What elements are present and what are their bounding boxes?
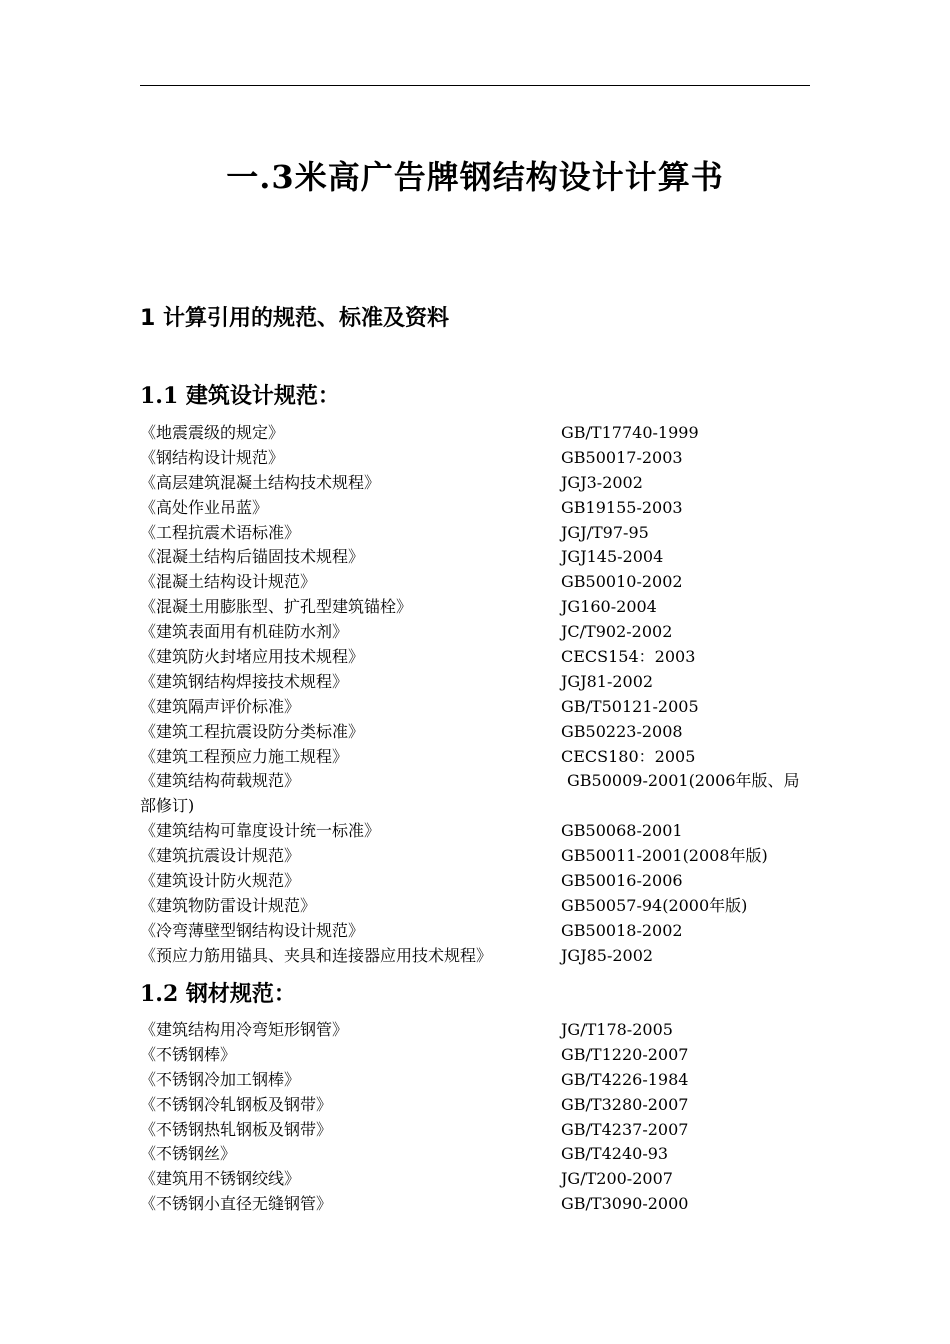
standard-code: GB/T4226-1984 xyxy=(561,1069,689,1089)
standard-code: GB/T4240-93 xyxy=(561,1144,669,1164)
standard-name: 《高处作业吊蓝》 xyxy=(140,497,269,517)
standard-name: 《建筑工程抗震设防分类标准》 xyxy=(140,721,365,741)
list-item xyxy=(140,570,820,595)
standard-name: 《建筑表面用有机硅防水剂》 xyxy=(140,622,349,642)
list-item xyxy=(140,521,820,546)
standard-name: 《不锈钢丝》 xyxy=(140,1144,237,1164)
header-rule xyxy=(140,85,810,86)
standard-code: GB50223-2008 xyxy=(561,721,683,741)
standards-list-building xyxy=(140,421,820,969)
list-item xyxy=(140,844,820,869)
list-item xyxy=(140,769,820,819)
list-item xyxy=(140,869,820,894)
standard-name: 《不锈钢棒》 xyxy=(140,1044,237,1064)
list-item xyxy=(140,695,820,720)
standard-name: 《建筑结构荷载规范》 xyxy=(140,771,301,791)
standard-name: 《工程抗震术语标准》 xyxy=(140,522,301,542)
standard-code: GB50016-2006 xyxy=(561,871,683,891)
standard-code-continuation: 部修订) xyxy=(140,796,195,816)
list-item xyxy=(140,1093,820,1118)
list-item xyxy=(140,496,820,521)
list-item xyxy=(140,1118,820,1143)
list-item xyxy=(140,919,820,944)
list-item xyxy=(140,645,820,670)
standard-code: GB/T3090-2000 xyxy=(561,1194,689,1214)
standard-name: 《建筑工程预应力施工规程》 xyxy=(140,746,349,766)
list-item xyxy=(140,545,820,570)
list-item xyxy=(140,670,820,695)
standard-name: 《建筑抗震设计规范》 xyxy=(140,846,301,866)
list-item xyxy=(140,446,820,471)
standard-code: GB/T3280-2007 xyxy=(561,1094,689,1114)
standard-name: 《建筑防火封堵应用技术规程》 xyxy=(140,647,365,667)
standard-code: GB50057-94(2000年版) xyxy=(561,895,748,915)
list-item xyxy=(140,595,820,620)
standard-code: GB/T1220-2007 xyxy=(561,1044,689,1064)
standard-code: GB/T17740-1999 xyxy=(561,423,699,442)
list-item xyxy=(140,620,820,645)
standard-name: 《不锈钢冷轧钢板及钢带》 xyxy=(140,1094,333,1114)
standard-code: JG/T200-2007 xyxy=(561,1169,673,1189)
standard-code: GB50018-2002 xyxy=(561,920,683,940)
list-item xyxy=(140,745,820,770)
standard-name: 《不锈钢热轧钢板及钢带》 xyxy=(140,1119,333,1139)
standard-name: 《建筑物防雷设计规范》 xyxy=(140,895,317,915)
standard-name: 《混凝土结构后锚固技术规程》 xyxy=(140,547,365,567)
standard-code: GB50009-2001(2006年版、局 xyxy=(567,771,800,791)
standard-code: JGJ85-2002 xyxy=(561,945,654,965)
standard-name: 《建筑钢结构焊接技术规程》 xyxy=(140,671,349,691)
standard-name: 《建筑设计防火规范》 xyxy=(140,871,301,891)
standard-name: 《混凝土用膨胀型、扩孔型建筑锚栓》 xyxy=(140,597,413,617)
standard-name: 《建筑隔声评价标准》 xyxy=(140,696,301,716)
standard-code: GB50010-2002 xyxy=(561,572,683,592)
list-item xyxy=(140,1142,820,1167)
section-heading-1-2: 1.2 钢材规范： xyxy=(140,981,296,1007)
list-item xyxy=(140,819,820,844)
list-item xyxy=(140,720,820,745)
list-item xyxy=(140,421,820,446)
list-item xyxy=(140,1018,820,1043)
standard-name: 《建筑用不锈钢绞线》 xyxy=(140,1169,301,1189)
standard-code: JG/T178-2005 xyxy=(561,1020,673,1039)
standard-name: 《建筑结构可靠度设计统一标准》 xyxy=(140,821,381,841)
standard-code: JC/T902-2002 xyxy=(561,622,673,642)
standard-name: 《钢结构设计规范》 xyxy=(140,447,285,467)
list-item xyxy=(140,1167,820,1192)
section-heading-1: 1 计算引用的规范、标准及资料 xyxy=(140,306,449,331)
standard-code: JGJ3-2002 xyxy=(561,472,643,492)
standard-name: 《地震震级的规定》 xyxy=(140,423,285,442)
standard-name: 《预应力筋用锚具、夹具和连接器应用技术规程》 xyxy=(140,945,493,965)
list-item xyxy=(140,1192,820,1217)
standard-code: JG160-2004 xyxy=(561,597,657,617)
standard-name: 《建筑结构用冷弯矩形钢管》 xyxy=(140,1020,349,1039)
standard-code: GB/T4237-2007 xyxy=(561,1119,689,1139)
standard-code: GB50017-2003 xyxy=(561,447,683,467)
standard-code: JGJ/T97-95 xyxy=(561,522,649,542)
standard-code: GB50011-2001(2008年版) xyxy=(561,846,768,866)
list-item xyxy=(140,1043,820,1068)
standard-name: 《高层建筑混凝土结构技术规程》 xyxy=(140,472,381,492)
standard-code: CECS154：2003 xyxy=(561,647,696,667)
standard-code: JGJ81-2002 xyxy=(561,671,654,691)
document-title: 一.3米高广告牌钢结构设计计算书 xyxy=(226,158,724,196)
standard-code: GB19155-2003 xyxy=(561,497,683,517)
standard-name: 《不锈钢冷加工钢棒》 xyxy=(140,1069,301,1089)
standard-code: JGJ145-2004 xyxy=(561,547,664,567)
list-item xyxy=(140,1068,820,1093)
standard-name: 《不锈钢小直径无缝钢管》 xyxy=(140,1194,333,1214)
list-item xyxy=(140,471,820,496)
standard-code: GB50068-2001 xyxy=(561,821,683,841)
list-item xyxy=(140,894,820,919)
section-heading-1-1: 1.1 建筑设计规范： xyxy=(140,383,340,409)
list-item xyxy=(140,944,820,969)
standard-name: 《混凝土结构设计规范》 xyxy=(140,572,317,592)
standard-name: 《冷弯薄壁型钢结构设计规范》 xyxy=(140,920,365,940)
standards-list-steel xyxy=(140,1018,820,1217)
standard-code: CECS180：2005 xyxy=(561,746,696,766)
standard-code: GB/T50121-2005 xyxy=(561,696,699,716)
